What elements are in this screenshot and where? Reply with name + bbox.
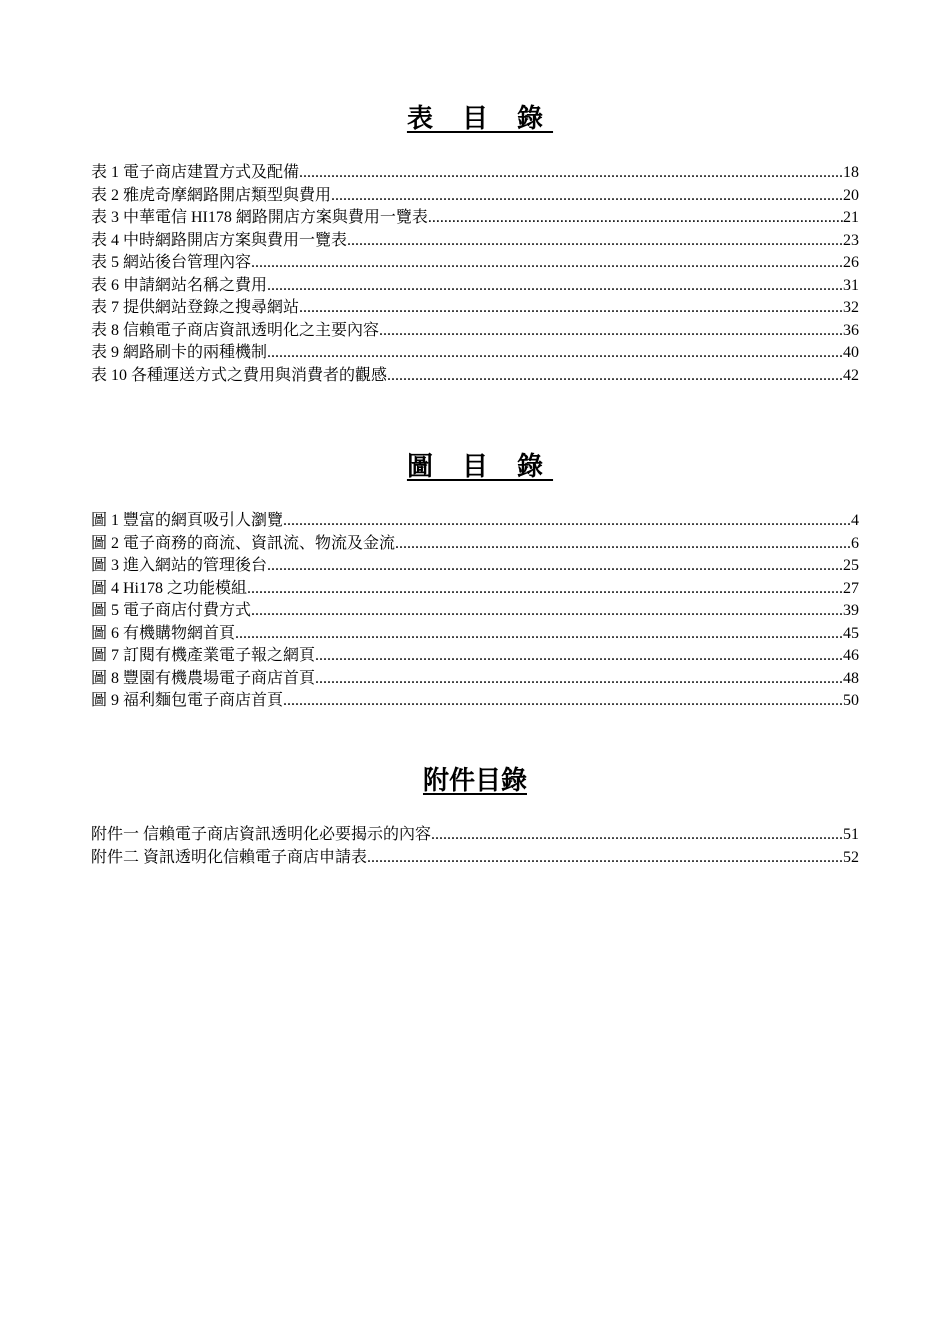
toc-entry-label: 圖 2 電子商務的商流、資訊流、物流及金流	[91, 534, 396, 552]
toc-entry-page-number: 6	[851, 534, 859, 552]
toc-entry-page-number: 46	[843, 647, 859, 664]
figures-toc-list	[91, 510, 859, 713]
toc-entry[interactable]	[91, 342, 859, 365]
appendix-toc-title: 附件目錄	[422, 766, 527, 796]
toc-entry-label: 表 1 電子商店建置方式及配備	[91, 164, 300, 181]
toc-entry-label: 表 3 中華電信 HI178 網路開店方案與費用一覽表	[91, 209, 428, 226]
dot-leader	[331, 185, 843, 208]
toc-entry-page-number: 4	[851, 512, 859, 529]
toc-entry[interactable]	[91, 824, 859, 847]
dot-leader	[387, 365, 843, 388]
toc-entry[interactable]	[91, 162, 859, 185]
appendix-toc-section	[91, 760, 859, 869]
toc-entry[interactable]	[91, 533, 859, 556]
dot-leader	[283, 510, 851, 533]
toc-entry[interactable]	[91, 645, 859, 668]
toc-entry-page-number: 31	[843, 276, 859, 294]
figures-toc-title: 圖 目 錄	[406, 452, 554, 482]
toc-entry-label: 圖 1 豐富的網頁吸引人瀏覽	[91, 512, 284, 529]
toc-entry-label: 圖 9 福利麵包電子商店首頁	[91, 692, 284, 709]
toc-entry[interactable]	[91, 365, 859, 388]
toc-entry[interactable]	[91, 320, 859, 343]
toc-entry[interactable]	[91, 185, 859, 208]
toc-entry-label: 表 6 申請網站名稱之費用	[91, 276, 268, 294]
toc-entry-label: 表 4 中時網路開店方案與費用一覽表	[91, 231, 348, 249]
toc-entry[interactable]	[91, 252, 859, 275]
toc-entry-page-number: 48	[843, 669, 859, 687]
appendix-toc-list	[91, 824, 859, 869]
toc-entry-label: 圖 6 有機購物網首頁	[91, 624, 236, 642]
dot-leader	[267, 555, 843, 578]
toc-entry-page-number: 21	[843, 209, 859, 226]
toc-entry-page-number: 27	[843, 579, 859, 597]
toc-entry[interactable]	[91, 623, 859, 646]
dot-leader	[251, 252, 843, 275]
dot-leader	[235, 623, 843, 646]
toc-entry-label: 表 5 網站後台管理內容	[91, 254, 252, 271]
toc-entry-label: 圖 4 Hi178 之功能模組	[91, 579, 248, 597]
dot-leader	[299, 297, 843, 320]
tables-toc-title: 表 目 錄	[406, 104, 554, 134]
toc-entry[interactable]	[91, 230, 859, 253]
dot-leader	[347, 230, 843, 253]
toc-entry-page-number: 23	[843, 231, 859, 249]
dot-leader	[379, 320, 843, 343]
toc-entry-label: 圖 7 訂閱有機產業電子報之網頁	[91, 647, 316, 664]
toc-entry-page-number: 45	[843, 624, 859, 642]
toc-entry-page-number: 52	[843, 848, 859, 866]
toc-entry[interactable]	[91, 600, 859, 623]
toc-entry[interactable]	[91, 510, 859, 533]
dot-leader	[428, 207, 843, 230]
toc-entry[interactable]	[91, 207, 859, 230]
toc-entry-label: 附件二 資訊透明化信賴電子商店申請表	[91, 848, 368, 866]
toc-entry-page-number: 25	[843, 557, 859, 574]
toc-entry-label: 附件一 信賴電子商店資訊透明化必要揭示的內容	[91, 826, 432, 843]
dot-leader	[431, 824, 843, 847]
toc-entry[interactable]	[91, 275, 859, 298]
tables-toc-list	[91, 162, 859, 387]
dot-leader	[367, 847, 843, 870]
toc-entry[interactable]	[91, 555, 859, 578]
toc-entry-page-number: 36	[843, 321, 859, 339]
dot-leader	[251, 600, 843, 623]
dot-leader	[315, 645, 843, 668]
toc-entry[interactable]	[91, 847, 859, 870]
toc-entry[interactable]	[91, 668, 859, 691]
toc-entry-page-number: 50	[843, 692, 859, 709]
tables-toc-section	[91, 98, 859, 387]
dot-leader	[299, 162, 843, 185]
toc-entry-page-number: 39	[843, 602, 859, 619]
toc-entry-page-number: 42	[843, 366, 859, 384]
figures-toc-section	[91, 446, 859, 713]
toc-entry-page-number: 26	[843, 254, 859, 271]
dot-leader	[283, 690, 843, 713]
toc-entry-page-number: 51	[843, 826, 859, 843]
toc-entry-label: 表 8 信賴電子商店資訊透明化之主要內容	[91, 321, 380, 339]
dot-leader	[247, 578, 843, 601]
toc-entry[interactable]	[91, 297, 859, 320]
toc-entry-label: 表 2 雅虎奇摩網路開店類型與費用	[91, 186, 332, 204]
dot-leader	[315, 668, 843, 691]
toc-entry-page-number: 18	[843, 164, 859, 181]
toc-entry-page-number: 32	[843, 299, 859, 316]
toc-entry-page-number: 20	[843, 186, 859, 204]
toc-entry[interactable]	[91, 578, 859, 601]
toc-entry-label: 圖 3 進入網站的管理後台	[91, 557, 268, 574]
dot-leader	[267, 275, 843, 298]
toc-entry-label: 表 9 網路刷卡的兩種機制	[91, 344, 268, 361]
toc-entry-label: 表 10 各種運送方式之費用與消費者的觀感	[91, 366, 388, 384]
toc-entry-label: 表 7 提供網站登錄之搜尋網站	[91, 299, 300, 316]
toc-entry-label: 圖 5 電子商店付費方式	[91, 602, 252, 619]
dot-leader	[267, 342, 843, 365]
toc-entry-page-number: 40	[843, 344, 859, 361]
toc-entry-label: 圖 8 豐園有機農場電子商店首頁	[91, 669, 316, 687]
dot-leader	[395, 533, 851, 556]
toc-entry[interactable]	[91, 690, 859, 713]
